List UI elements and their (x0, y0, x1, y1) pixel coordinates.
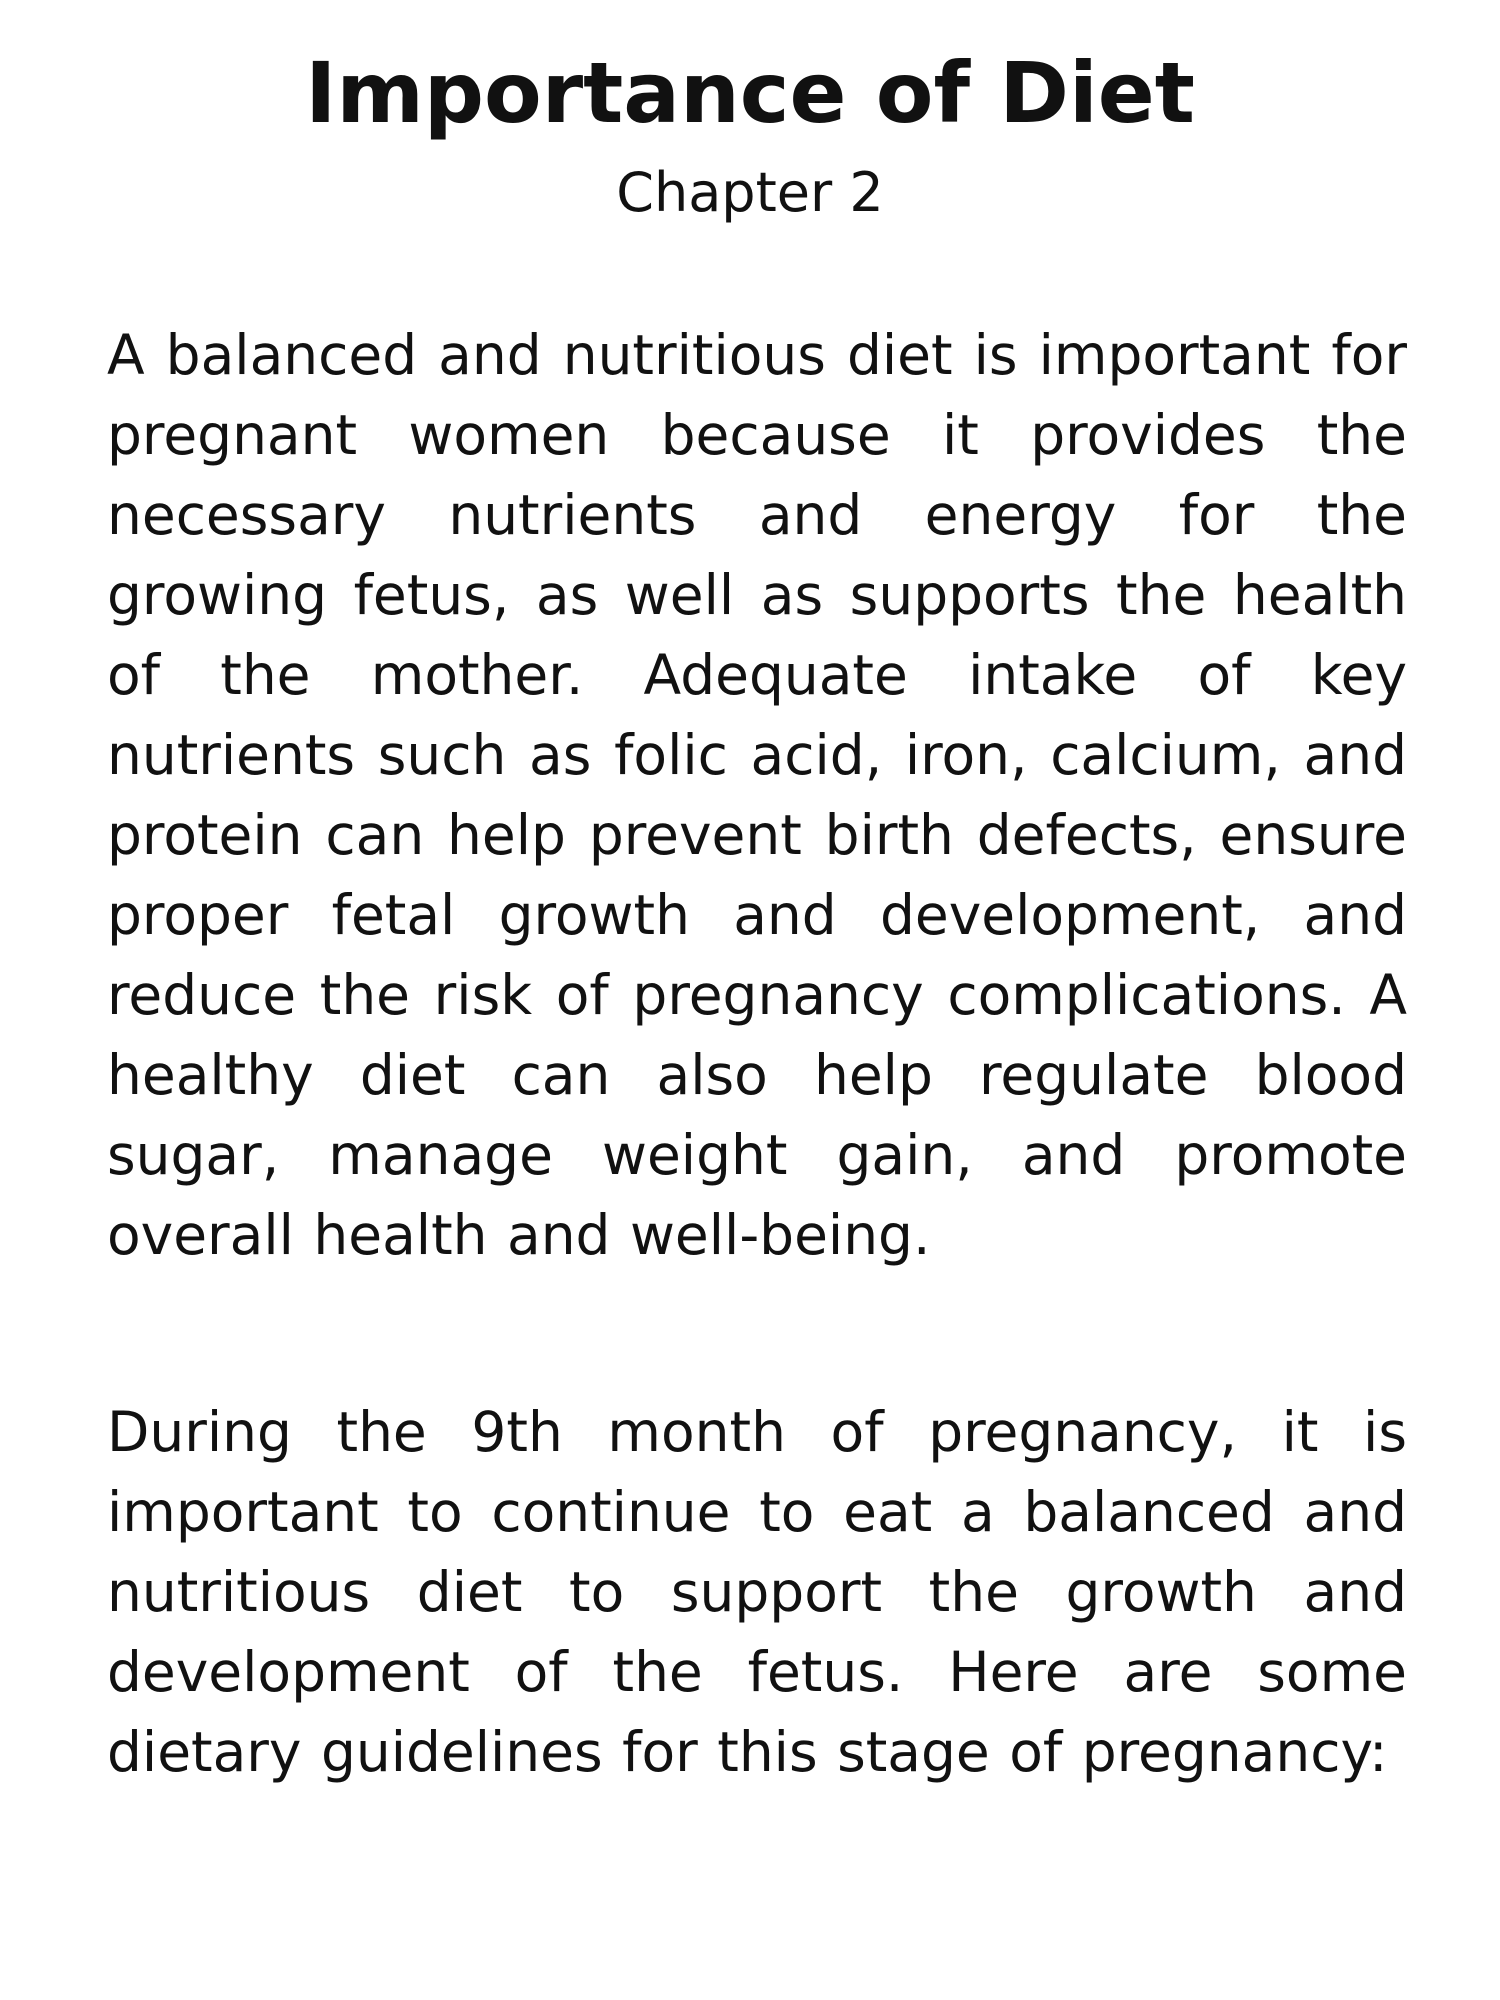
paragraph-diet-importance: A balanced and nutritious diet is important for pregnant women because it provides the necessary nutrients and energy for the growing fetus, as well as supports the health of the mother. Adequate intake of key nutrients such as folic acid, iron, calcium, and protein can help prevent birth defects, ensure proper fetal growth and development, and reduce the risk of pregnancy complications. A healthy diet can also help regulate blood sugar, manage weight gain, and promote overall health and well-being. (107, 323, 1407, 1267)
paragraph-ninth-month: During the 9th month of pregnancy, it is important to continue to eat a balanced and nutritious diet to support the growth and development of the fetus. Here are some dietary guidelines for this stage of pregnancy: (107, 1400, 1407, 1784)
chapter-label: Chapter 2 (616, 161, 884, 224)
page-title: Importance of Diet (305, 44, 1195, 142)
